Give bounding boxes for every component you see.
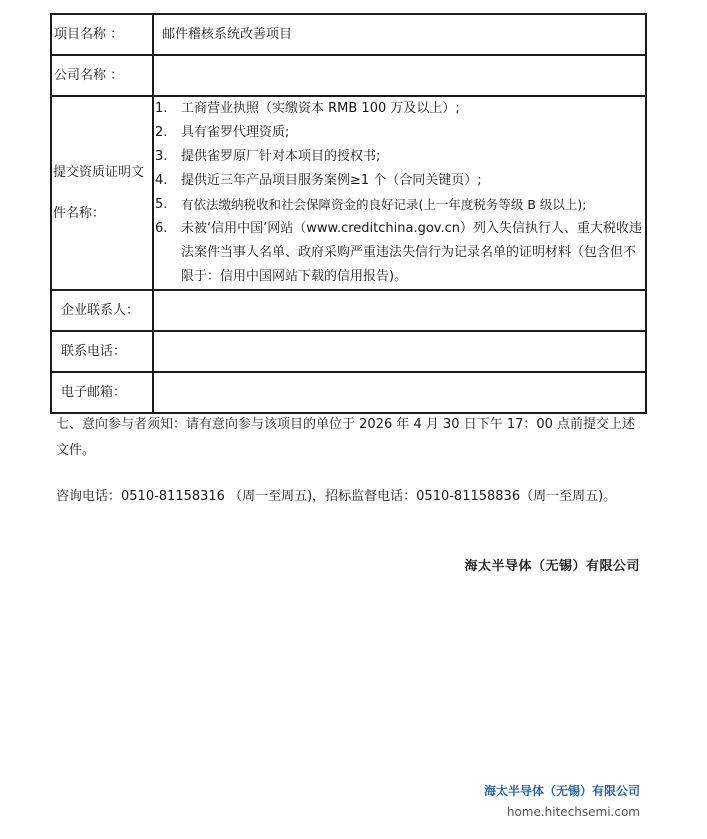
requirement-number: 5. xyxy=(155,197,168,212)
signature-company: 海太半导体（无锡）有限公司 xyxy=(464,559,640,574)
project-name-label: 项目名称 ： xyxy=(51,14,153,55)
phone-row xyxy=(51,331,646,372)
contact-value xyxy=(153,290,646,331)
qualification-row xyxy=(51,96,646,290)
company-name-label: 公司名称 ： xyxy=(51,55,153,96)
qualification-label-line1: 提交资质证明文 xyxy=(53,165,145,180)
requirement-number: 2. xyxy=(155,125,168,140)
qualification-label-line2: 件名称： xyxy=(53,206,106,221)
deadline-notice: 七、意向参与者须知：请有意向参与该项目的单位于 2026 年 4 月 30 日下午 17：00 点前提交上述文件。 xyxy=(56,417,636,458)
requirement-text: 具有雀罗代理资质; xyxy=(181,125,290,140)
consult-notice: 咨询电话：0510-81158316 （周一至周五)，招标监督电话：0510-81158836（周一至周五)。 xyxy=(56,489,617,504)
qualification-requirements xyxy=(153,96,646,290)
requirement-text: 提供近三年产品项目服务案例≥1 个（合同关键页）; xyxy=(181,173,482,188)
email-value xyxy=(153,372,646,413)
requirements-list xyxy=(155,97,645,289)
procurement-form-table xyxy=(50,13,647,414)
requirement-item xyxy=(155,193,645,217)
project-name-value: 邮件稽核系统改善项目 xyxy=(153,14,646,55)
requirement-item xyxy=(155,97,645,121)
email-label: 电子邮箱： xyxy=(51,372,153,413)
phone-label: 联系电话： xyxy=(51,331,153,372)
phone-value xyxy=(153,331,646,372)
footer-brand: 海太半导体（无锡）有限公司 xyxy=(483,784,640,798)
requirement-item xyxy=(155,217,645,289)
requirement-number: 4. xyxy=(155,173,168,188)
requirement-text: 提供雀罗原厂针对本项目的授权书; xyxy=(181,149,381,164)
requirement-item xyxy=(155,121,645,145)
requirement-text: 有依法缴纳税收和社会保障资金的良好记录(上一年度税务等级 B 级以上); xyxy=(181,197,587,212)
requirement-number: 6. xyxy=(155,221,168,236)
requirement-text: 未被‘信用中国’网站（www.creditchina.gov.cn）列入失信执行人、重大税收违法案件当事人名单、政府采购严重违法失信行为记录名单的证明材料（包含但不限于：信用中国网站下载的信用报告)。 xyxy=(181,221,643,284)
requirement-number: 3. xyxy=(155,149,168,164)
requirement-number: 1. xyxy=(155,101,168,116)
requirement-item xyxy=(155,145,645,169)
footer-site: home.hitechsemi.com xyxy=(506,805,640,819)
requirement-item xyxy=(155,169,645,193)
project-name-row xyxy=(51,14,646,55)
contact-row xyxy=(51,290,646,331)
contact-label: 企业联系人： xyxy=(51,290,153,331)
company-name-value xyxy=(153,55,646,96)
company-name-row xyxy=(51,55,646,96)
email-row xyxy=(51,372,646,413)
qualification-label xyxy=(51,96,153,290)
requirement-text: 工商营业执照（实缴资本 RMB 100 万及以上）; xyxy=(181,101,460,116)
